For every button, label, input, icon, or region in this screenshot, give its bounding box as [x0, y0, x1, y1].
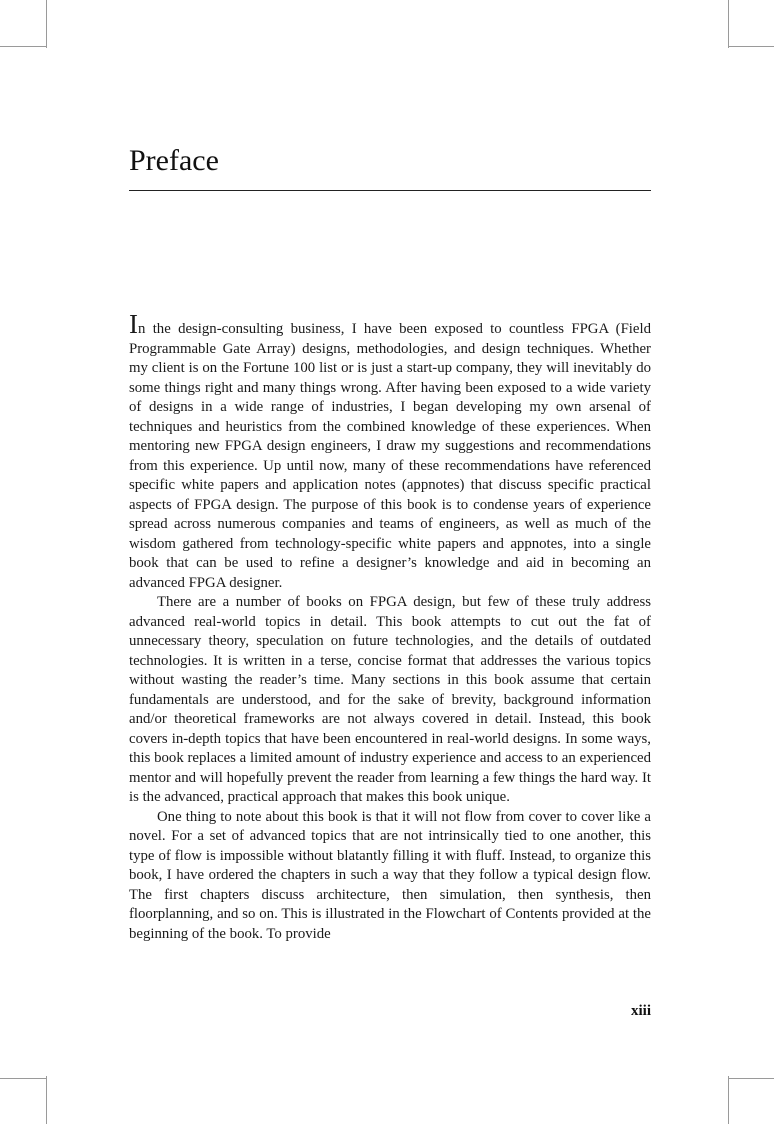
paragraph-2: There are a number of books on FPGA design, but few of these truly address advanced real-world topics in detail. This book attempts to cut out the fat of unnecessary theory, speculation on future technologies, and the details of outdated technologies. It is written in a terse, concise format that addresses the various topics without wasting the reader’s time. Many sections in this book assume that certain fundamentals are understood, and for the sake of brevity, background information and/or theoretical frameworks are not always covered in detail. Instead, this book covers in-depth topics that have been encountered in real-world designs. In some ways, this book replaces a limited amount of industry experience and access to an experienced mentor and will hopefully prevent the reader from learning a few things the hard way. It is the advanced, practical approach that makes this book unique.: [129, 594, 651, 805]
crop-mark-top-right-horizontal: [728, 46, 774, 47]
dropcap: I: [129, 309, 138, 339]
paragraph-1: [129, 309, 651, 593]
chapter-title: Preface: [129, 144, 219, 177]
crop-mark-top-left-vertical: [46, 0, 47, 48]
body-text: [129, 309, 651, 944]
paragraph-3: One thing to note about this book is that it will not flow from cover to cover like a novel. For a set of advanced topics that are not intrinsically tied to one another, this type of flow is impossible without blatantly filling it with fluff. Instead, to organize this book, I have ordered the chapters in such a way that they follow a typical design flow. The first chapters discuss architecture, then simulation, then synthesis, then floorplanning, and so on. This is illustrated in the Flowchart of Contents provided at the beginning of the book. To provide: [129, 808, 651, 942]
crop-mark-top-left-horizontal: [0, 46, 46, 47]
crop-mark-top-right-vertical: [728, 0, 729, 48]
crop-mark-bottom-right-vertical: [728, 1076, 729, 1124]
paragraph-1-text: n the design-consulting business, I have been exposed to countless FPGA (Field Programmable Gate Array) designs, methodologies, and design techniques. Whether my client is on the Fortune 100 list or is just a start-up company, they will inevitably do some things right and many things wrong. After having been exposed to a wide variety of designs in a wide range of industries, I began developing my own arsenal of techniques and heuristics from the combined knowledge of these experiences. When mentoring new FPGA design engineers, I draw my suggestions and recommendations from this experience. Up until now, many of these recommendations have referenced specific white papers and application notes (appnotes) that discuss specific practical aspects of FPGA design. The purpose of this book is to condense years of experience spread across numerous companies and teams of engineers, as well as much of the wisdom gathered from technology-specific white papers and appnotes, into a single book that can be used to refine a designer’s knowledge and aid in becoming an advanced FPGA designer.: [129, 321, 651, 591]
crop-mark-bottom-left-vertical: [46, 1076, 47, 1124]
crop-mark-bottom-right-horizontal: [728, 1078, 774, 1079]
page-number: xiii: [630, 1003, 651, 1019]
title-rule: [129, 190, 651, 191]
crop-mark-bottom-left-horizontal: [0, 1078, 46, 1079]
